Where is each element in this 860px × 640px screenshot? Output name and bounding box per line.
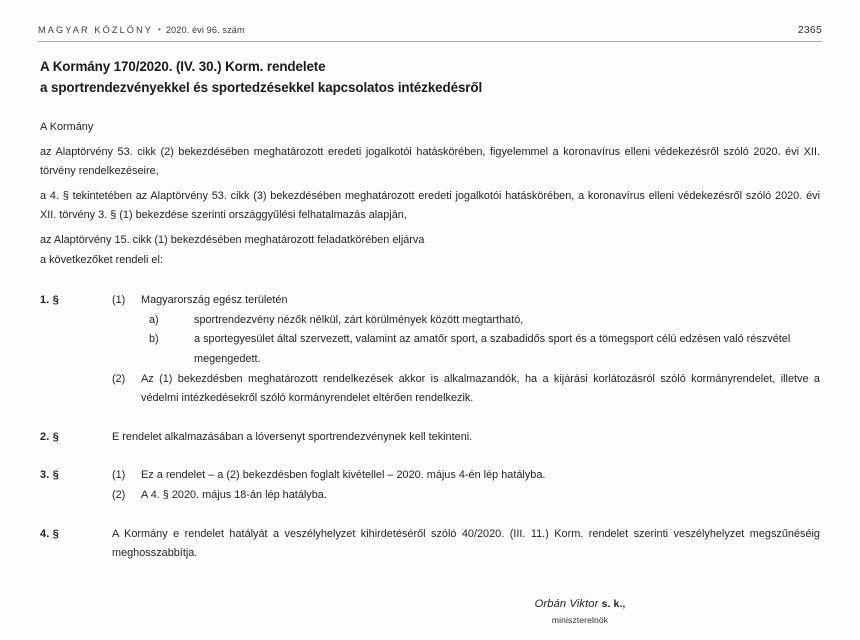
clause-number: (2) [112,372,126,385]
clause-number: (1) [112,469,126,482]
section-marker: 3. § [40,469,59,482]
section-content [112,291,820,409]
subitem-text: sportrendezvény nézők nélkül, zárt körülmények között megtartható, [194,313,524,326]
clause-text: Ez a rendelet – a (2) bekezdésben foglalt kivétellel – 2020. május 4-én lép hatályba. [141,469,546,482]
section-marker: 4. § [40,527,59,540]
signatory-suffix: s. k., [601,599,626,610]
running-head [38,24,822,36]
page-number: 2365 [797,24,822,36]
signatory-name [535,596,626,613]
subitem-number: a) [149,313,159,326]
document-body [40,118,820,564]
section-2 [40,428,820,448]
running-head-left [38,25,245,35]
clause-text: Az (1) bekezdésben meghatározott rendelkezések akkor is alkalmazandók, ha a kijárási korlátozásról szóló kormányrendelet, illetve a védelmi intézkedésekről szóló kormányrendelet eltérően rendelkezik. [141,372,820,405]
preamble-paragraph-2: a 4. § tekintetében az Alaptörvény 53. cikk (3) bekezdésében meghatározott eredeti jogalkotói hatáskörében, a koronavírus elleni védekezésről szóló 2020. évi XII. törvény 3. § (1) bekezdése szerinti országgyűlési felhatalmazás alapján, [40,189,820,222]
clause-text: A 4. § 2020. május 18-án lép hatályba. [141,488,327,501]
bullet-separator-icon: • [158,25,161,34]
publication-name: MAGYAR KÖZLÖNY [38,25,153,35]
section-content [112,466,820,505]
preamble-paragraph-4: a következőket rendeli el: [40,253,163,266]
clause-1-2 [112,370,820,409]
subitem-1-1-a [149,311,820,331]
clause-number: (1) [112,294,126,307]
issue-number: 2020. évi 96. szám [165,25,245,35]
preamble-paragraph-1: az Alaptörvény 53. cikk (2) bekezdésében meghatározott eredeti jogalkotói hatáskörében, figyelemmel a koronavírus elleni védekezésről szóló 2020. évi XII. törvény rendelkezéseire, [40,145,820,178]
clause-3-2 [112,486,820,506]
title-line-1: A Kormány 170/2020. (IV. 30.) Korm. rendelete [40,59,326,74]
signatory-role: miniszterelnök [551,615,609,625]
signatory-person: Orbán Viktor [534,598,599,610]
clause-text: Magyarország egész területén [141,294,288,307]
spacer [40,447,820,466]
section-content [112,428,820,448]
title-line-2: a sportrendezvényekkel és sportedzésekkel kapcsolatos intézkedésről [40,80,483,95]
header-divider [38,41,822,42]
clause-3-1 [112,466,820,486]
subitem-text: a sportegyesület által szervezett, valamint az amatőr sport, a szabadidős sport és a tömegsport célú edzésen való részvétel megengedett. [194,333,791,365]
clause-number: (2) [112,488,126,501]
preamble-lead: A Kormány [40,121,94,133]
signature-inner [535,596,626,627]
clause-1-1 [112,291,820,311]
section-marker: 1. § [40,294,59,307]
section-4 [40,525,820,564]
spacer [40,409,820,428]
section-text: E rendelet alkalmazásában a lóversenyt sportrendezvénynek kell tekinteni. [112,430,473,443]
spacer [40,270,820,291]
section-text: A Kormány e rendelet hatályát a veszélyhelyzet kihirdetéséről szóló 40/2020. (III. 11.) Korm. rendelet szerinti veszélyhelyzet megszűnéséig meghosszabbítja. [112,527,820,560]
section-content [112,525,820,564]
section-1 [40,291,820,409]
page-title [40,56,820,98]
section-marker: 2. § [40,430,59,443]
signature-block [0,596,860,628]
section-3 [40,466,820,505]
subitem-1-1-b [149,330,820,369]
subitem-number: b) [149,333,159,346]
preamble-paragraph-3: az Alaptörvény 15. cikk (1) bekezdésében meghatározott feladatkörében eljárva [40,233,425,246]
spacer [40,506,820,525]
